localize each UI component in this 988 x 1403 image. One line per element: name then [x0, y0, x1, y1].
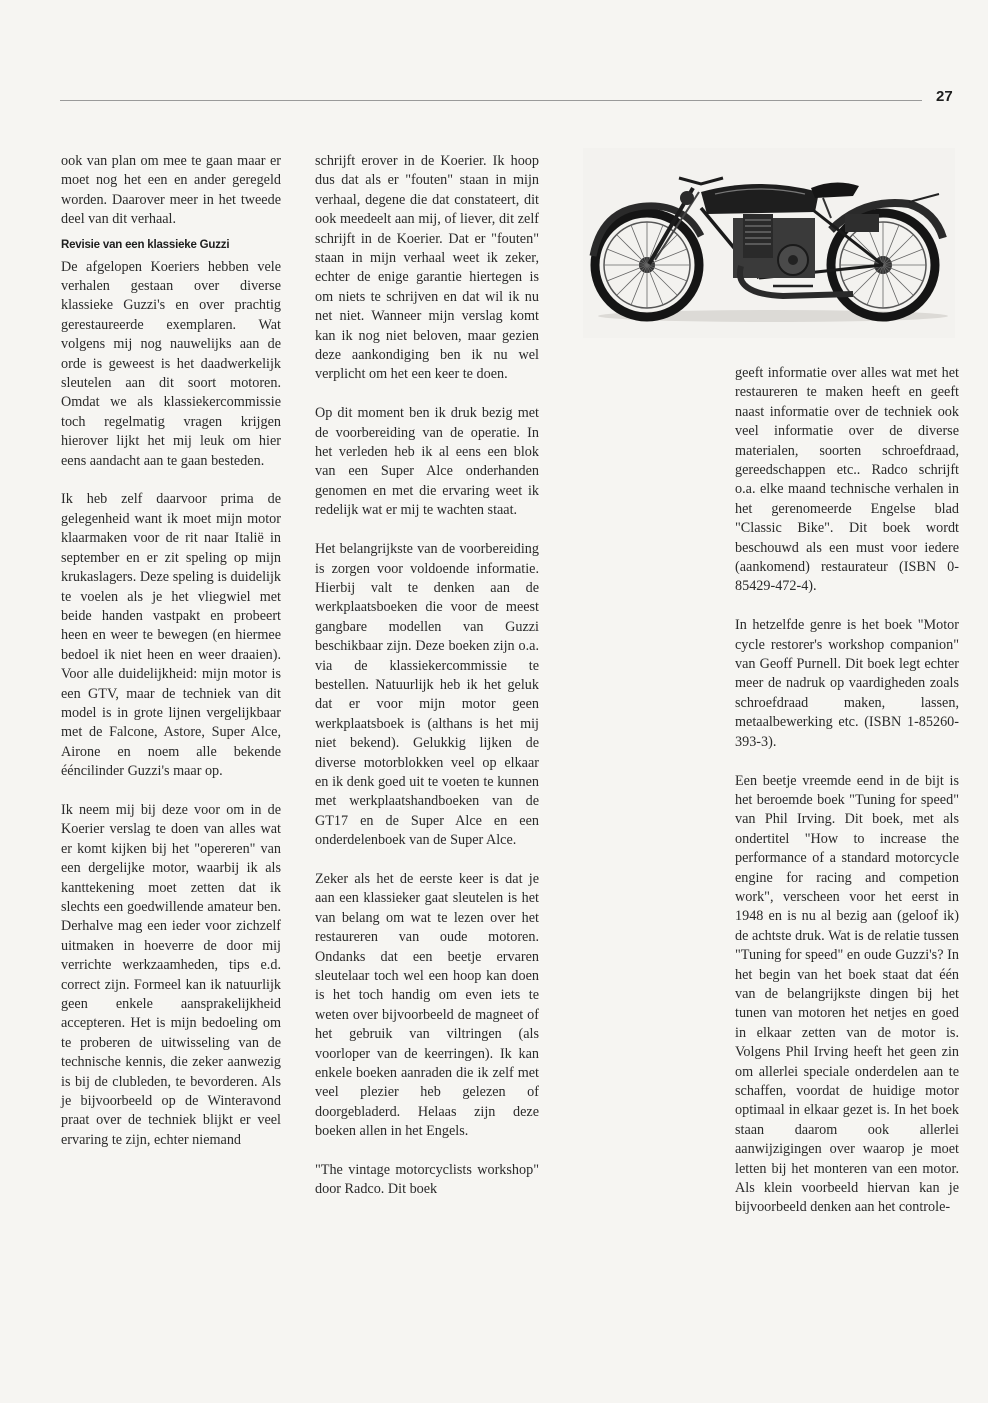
- column-2: [315, 152, 539, 1219]
- paragraph: De afgelopen Koeriers hebben vele verhalen gestaan over diverse klassieke Guzzi's en over prachtig gerestaureerde exemplaren. Wat volgens mij nog nauwelijks aan de orde is geweest is het daadwerkelijk sleutelen aan dit soort motoren. Omdat we als klassiekercommissie toch regelmatig vragen krijgen hierover lijkt het mij leuk om hier eens aandacht aan te gaan besteden.: [61, 258, 281, 469]
- paragraph: In hetzelfde genre is het boek "Motor cycle restorer's workshop companion" van Geoff Purnell. Dit boek legt echter meer de nadruk op vaardigheden zoals schroefdraad maken, lassen, metaalbewerking etc. (ISBN 1-85260-393-3).: [735, 617, 959, 750]
- motorcycle-illustration: [583, 148, 955, 338]
- paragraph: "The vintage motorcyclists workshop" door Radco. Dit boek: [315, 1162, 539, 1198]
- motorcycle-photo: [583, 148, 955, 338]
- header-rule: [60, 100, 922, 101]
- paragraph: Zeker als het de eerste keer is dat je aan een klassieker gaat sleutelen is het van belang om wat te lezen over het restaureren van oude motoren. Ondanks dat een beetje ervaren sleutelaar toch wel een hoop kan doen is het toch handig om even iets te weten over bijvoorbeeld de magneet of het gebruik van viltringen (als voorloper van de keerringen). Ik kan enkele boeken aanraden die ik zelf met veel plezier heb gelezen of doorgebladerd. Helaas zijn deze boeken allen in het Engels.: [315, 870, 539, 1140]
- paragraph: ook van plan om mee te gaan maar er moet nog het een en ander geregeld worden. Daarover meer in het tweede deel van dit verhaal.: [61, 153, 281, 228]
- column-3: [735, 364, 959, 1237]
- paragraph: Ik heb zelf daarvoor prima de gelegenheid want ik moet mijn motor klaarmaken voor de rit naar Italië in september en er zit speling op mijn krukaslagers. Deze speling is duidelijk te voelen als je het vliegwiel met beide handen vastpakt en probeert heen en weer te bewegen (en hiermee bedoel ik niet heen en weer draaien). Voor alle duidelijkheid: mijn motor is een GTV, maar de techniek van dit model is in grote lijnen vergelijkbaar met de Falcone, Astore, Super Alce, Airone en noem alle bekende ééncilinder Guzzi's maar op.: [61, 491, 281, 780]
- page-number: 27: [936, 88, 953, 105]
- paragraph: Op dit moment ben ik druk bezig met de voorbereiding van de operatie. In het verleden heb ik al eens een blok van een Super Alce onderhanden genomen en met die ervaring weet ik redelijk wat er mij te wachten staat.: [315, 405, 539, 519]
- paragraph: Een beetje vreemde eend in de bijt is het beroemde boek "Tuning for speed" van Phil Irving. Dit boek, met als ondertitel "How to increase the performance of a standard motorcycle engine for racing and competion work", verscheen voor het eerst in 1948 en is nu al bezig aan (geloof ik) de achtste druk. Wat is de relatie tussen "Tuning for speed" en oude Guzzi's? In het begin van het boek staat dat één van de belangrijkste dingen bij het tunen van motoren het netjes en goed in elkaar zetten van de motor is. Volgens Phil Irving heeft het geen zin om allerlei speciale onderdelen aan te schaffen, voordat de huidige motor optimaal in elkaar gezet is. In het boek staan daarom ook allerlei aanwijzigingen over waarop je moet letten bij het monteren van een motor. Als klein voorbeeld hiervan kan je bijvoorbeeld denken aan het controle-: [735, 772, 959, 1216]
- paragraph: schrijft erover in de Koerier. Ik hoop dus dat als er "fouten" staan in mijn verhaal, degene die dat constateert, dit ook meedeelt aan mij, of liever, dit zelf schrijft in de Koerier. Dat er "fouten" staan in mijn verhaal weet ik zeker, echter de enige garantie hiertegen is om niets te schrijven en dat wil ik nu net niet. Wanneer mijn verslag komt kan ik nog niet beloven, maar gezien deze aankondiging ben ik nu wel verplicht om het een keer te doen.: [315, 153, 539, 383]
- paragraph: geeft informatie over alles wat met het restaureren te maken heeft en geeft naast informatie over de techniek ook veel informatie over de diverse materialen, soorten schroefdraad, gereedschappen etc.. Radco schrijft o.a. elke maand technische verhalen in het gerenomeerde Engelse blad "Classic Bike". Dit boek wordt beschouwd als een must voor iedere (aankomend) restaurateur (ISBN 0-85429-472-4).: [735, 365, 959, 595]
- section-heading: Revisie van een klassieke Guzzi: [61, 238, 230, 251]
- column-1: [61, 152, 281, 1170]
- paragraph: Ik neem mij bij deze voor om in de Koerier verslag te doen van alles wat er komt kijken bij het "opereren" van een dergelijke motor, waarbij ik als kanttekening moet zetten dat ik slechts een goedwillende amateur ben. Derhalve mag een ieder voor zichzelf uitmaken in hoeverre de door mij verrichte werkzaamheden, tips e.d. correct zijn. Formeel kan ik natuurlijk geen enkele aansprakelijkheid accepteren. Het is mijn bedoeling om te proberen de uitwisseling van de technische kennis, die zeker aanwezig is bij de clubleden, te bevorderen. Als je bijvoorbeeld op de Winteravond praat over de techniek blijkt er veel ervaring te zijn, echter niemand: [61, 801, 281, 1148]
- paragraph: Het belangrijkste van de voorbereiding is zorgen voor voldoende informatie. Hierbij valt te denken aan de werkplaatsboeken die voor de meest gangbare modellen van Guzzi beschikbaar zijn. Deze boeken zijn o.a. via de klassiekercommissie te bestellen. Natuurlijk heb ik het geluk dat er voor mijn motor geen werkplaatsboek is (althans is het mij niet bekend). Gelukkig lijken de diverse motorblokken veel op elkaar en ik denk goed uit te voeten te kunnen met werkplaatshandboeken van de GT17 en de Super Alce en een onderdelenboek van de Super Alce.: [315, 541, 539, 849]
